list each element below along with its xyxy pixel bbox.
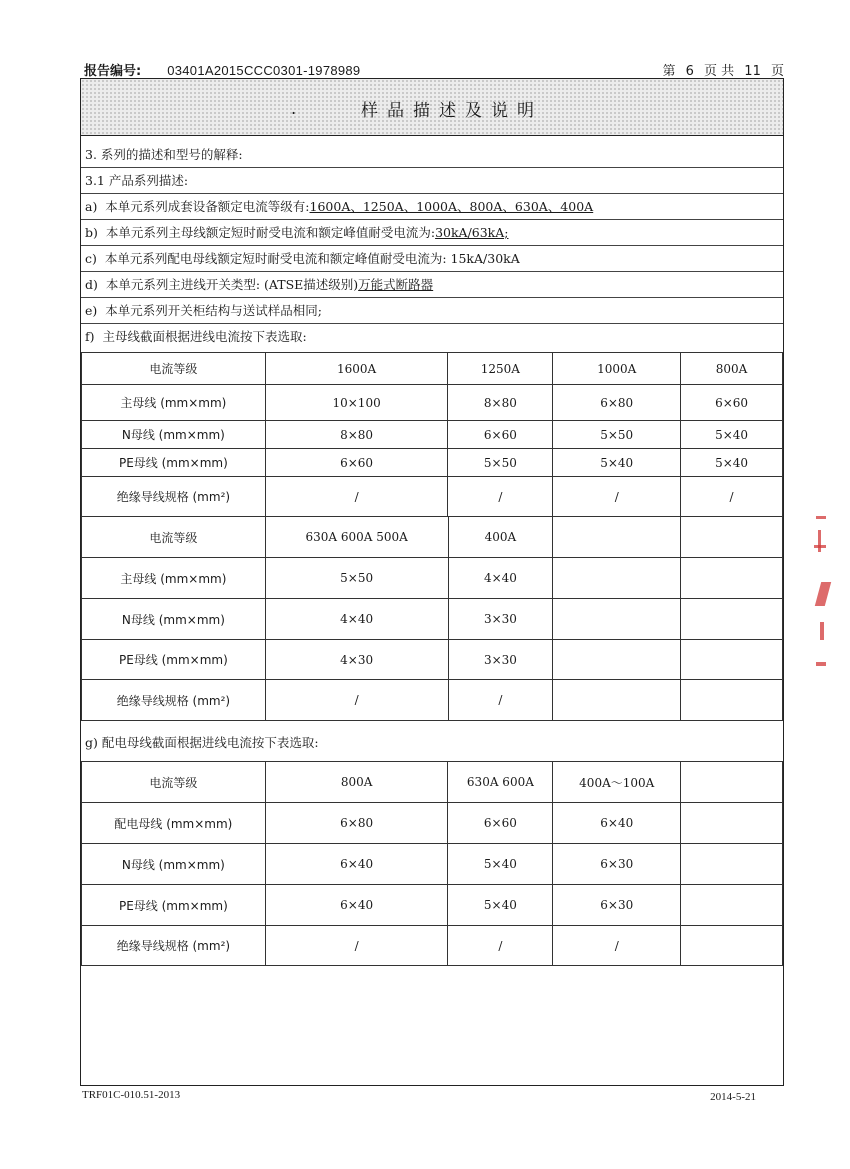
item-b xyxy=(85,223,509,241)
item-text: 本单元系列主进线开关类型: (ATSE描述级别) xyxy=(105,277,359,292)
table-cell: / xyxy=(553,477,681,517)
table-cell: 5×40 xyxy=(553,449,681,477)
item-f xyxy=(85,327,307,345)
table-cell xyxy=(553,517,681,558)
table-cell: 6×80 xyxy=(265,803,448,844)
table-cell xyxy=(681,517,783,558)
table-cell: 绝缘导线规格 (mm²) xyxy=(82,926,266,966)
table-cell: 800A xyxy=(265,762,448,803)
item-d xyxy=(85,275,433,293)
table-cell xyxy=(681,640,783,680)
table-cell: 1250A xyxy=(448,353,553,385)
divider xyxy=(81,193,783,194)
table-cell: N母线 (mm×mm) xyxy=(82,844,266,885)
item-a xyxy=(85,197,593,215)
divider xyxy=(81,297,783,298)
item-marker: c) xyxy=(85,251,97,266)
page-title: 样品描述及说明 xyxy=(361,101,543,121)
table-cell: 电流等级 xyxy=(82,517,266,558)
table-row xyxy=(82,385,783,421)
table-cell: 电流等级 xyxy=(82,762,266,803)
table-cell xyxy=(681,844,783,885)
form-code: TRF01C-010.51-2013 xyxy=(82,1089,181,1101)
table-cell: N母线 (mm×mm) xyxy=(82,599,266,640)
page-suffix: 页 xyxy=(770,64,784,79)
table-cell xyxy=(681,885,783,926)
title-dot: . xyxy=(291,99,297,118)
table-cell: 4×40 xyxy=(448,558,553,599)
item-text: 本单元系列配电母线额定短时耐受电流和额定峰值耐受电流为: 15kA/30kA xyxy=(104,251,520,266)
table-row xyxy=(82,640,783,680)
divider xyxy=(81,167,783,168)
table-cell: 5×50 xyxy=(448,449,553,477)
table-cell: 8×80 xyxy=(265,421,448,449)
table-cell: 电流等级 xyxy=(82,353,266,385)
table-cell: 主母线 (mm×mm) xyxy=(82,385,266,421)
table-cell: 10×100 xyxy=(265,385,448,421)
table-cell: 主母线 (mm×mm) xyxy=(82,558,266,599)
table-cell: 630A 600A 500A xyxy=(265,517,448,558)
page-prefix: 第 xyxy=(662,64,676,79)
item-e xyxy=(85,301,322,319)
item-marker: e) xyxy=(85,303,98,318)
table-cell: 6×60 xyxy=(681,385,783,421)
table-cell: / xyxy=(448,926,553,966)
item-marker: b) xyxy=(85,225,98,240)
table-row xyxy=(82,844,783,885)
table-row xyxy=(82,449,783,477)
section-heading: 3. 系列的描述和型号的解释: xyxy=(85,147,243,162)
report-number-label: 报告编号: xyxy=(84,64,142,79)
main-busbar-table-1 xyxy=(81,352,783,517)
table-cell: PE母线 (mm×mm) xyxy=(82,885,266,926)
page-current: 6 xyxy=(685,64,694,79)
table-row xyxy=(82,477,783,517)
item-underlined: 30kA/63kA; xyxy=(435,225,509,240)
item-c xyxy=(85,249,520,267)
item-underlined: 1600A、1250A、1000A、800A、630A、400A xyxy=(309,199,594,214)
table-cell: 5×40 xyxy=(448,844,553,885)
table-cell: / xyxy=(265,477,448,517)
item-text: 本单元系列开关柜结构与送试样品相同; xyxy=(105,303,322,318)
item-marker: f) xyxy=(85,329,95,344)
table-cell: PE母线 (mm×mm) xyxy=(82,449,266,477)
table-cell: / xyxy=(681,477,783,517)
divider xyxy=(81,271,783,272)
item-underlined: 万能式断路器 xyxy=(358,277,434,292)
table-cell: / xyxy=(265,926,448,966)
table-cell xyxy=(681,558,783,599)
table-cell xyxy=(681,926,783,966)
divider xyxy=(81,323,783,324)
table-cell: 绝缘导线规格 (mm²) xyxy=(82,680,266,721)
table-cell: 6×40 xyxy=(265,844,448,885)
table-cell: 6×60 xyxy=(265,449,448,477)
table-cell xyxy=(553,640,681,680)
table-cell: 5×50 xyxy=(265,558,448,599)
table-cell: N母线 (mm×mm) xyxy=(82,421,266,449)
table-cell: 5×50 xyxy=(553,421,681,449)
table-cell: 800A xyxy=(681,353,783,385)
document-frame xyxy=(80,78,784,1086)
table-cell: / xyxy=(265,680,448,721)
item-marker: a) xyxy=(85,199,98,214)
table-cell xyxy=(82,477,266,517)
table-row xyxy=(82,599,783,640)
table-cell: 1000A xyxy=(553,353,681,385)
sub-heading: 3.1 产品系列描述: xyxy=(85,173,189,188)
title-bar xyxy=(81,79,783,136)
table-cell: 5×40 xyxy=(681,421,783,449)
table-cell xyxy=(681,803,783,844)
item-text: 主母线截面根据进线电流按下表选取: xyxy=(102,329,307,344)
page-mid: 页 共 xyxy=(704,64,735,79)
table-row xyxy=(82,353,783,385)
table-row xyxy=(82,885,783,926)
table-row xyxy=(82,762,783,803)
table-row xyxy=(82,680,783,721)
table-cell: 6×30 xyxy=(553,844,681,885)
table-cell: 6×60 xyxy=(448,803,553,844)
table-cell: 630A 600A xyxy=(448,762,553,803)
table-cell: 6×60 xyxy=(448,421,553,449)
document-date: 2014-5-21 xyxy=(710,1091,756,1103)
table-cell: 6×80 xyxy=(553,385,681,421)
item-text: 本单元系列主母线额定短时耐受电流和额定峰值耐受电流为: xyxy=(105,225,436,240)
table-cell xyxy=(553,680,681,721)
table-row xyxy=(82,421,783,449)
item-g: g) 配电母线截面根据进线电流按下表选取: xyxy=(85,735,319,750)
table-cell: 6×30 xyxy=(553,885,681,926)
table-cell: 3×30 xyxy=(448,640,553,680)
table-cell: 1600A xyxy=(265,353,448,385)
table-cell: 配电母线 (mm×mm) xyxy=(82,803,266,844)
table-row xyxy=(82,517,783,558)
table-cell xyxy=(553,599,681,640)
page-total: 11 xyxy=(744,64,761,79)
table-cell: 6×40 xyxy=(265,885,448,926)
divider xyxy=(81,219,783,220)
table-cell: 400A xyxy=(448,517,553,558)
table-cell xyxy=(681,599,783,640)
divider xyxy=(81,245,783,246)
table-cell: 6×40 xyxy=(553,803,681,844)
table-cell: / xyxy=(553,926,681,966)
table-cell: 8×80 xyxy=(448,385,553,421)
table-cell: 4×30 xyxy=(265,640,448,680)
cell-text: 绝缘导线规格 (mm²) xyxy=(116,490,231,504)
table-cell: PE母线 (mm×mm) xyxy=(82,640,266,680)
table-cell: 3×30 xyxy=(448,599,553,640)
table-cell: 4×40 xyxy=(265,599,448,640)
page-indicator xyxy=(656,60,784,79)
item-text: 本单元系列成套设备额定电流等级有: xyxy=(105,199,310,214)
table-cell: 400A～100A xyxy=(553,762,681,803)
table-row xyxy=(82,558,783,599)
table-cell: 5×40 xyxy=(448,885,553,926)
table-cell xyxy=(553,558,681,599)
distribution-busbar-table xyxy=(81,761,783,966)
table-cell: 5×40 xyxy=(681,449,783,477)
table-cell xyxy=(681,680,783,721)
table-cell: / xyxy=(448,680,553,721)
report-number: 03401A2015CCC0301-1978989 xyxy=(167,63,361,78)
table-cell xyxy=(681,762,783,803)
table-row xyxy=(82,803,783,844)
report-number-line xyxy=(84,60,360,79)
table-row xyxy=(82,926,783,966)
main-busbar-table-2 xyxy=(81,516,783,721)
item-marker: d) xyxy=(85,277,98,292)
table-cell: / xyxy=(448,477,553,517)
